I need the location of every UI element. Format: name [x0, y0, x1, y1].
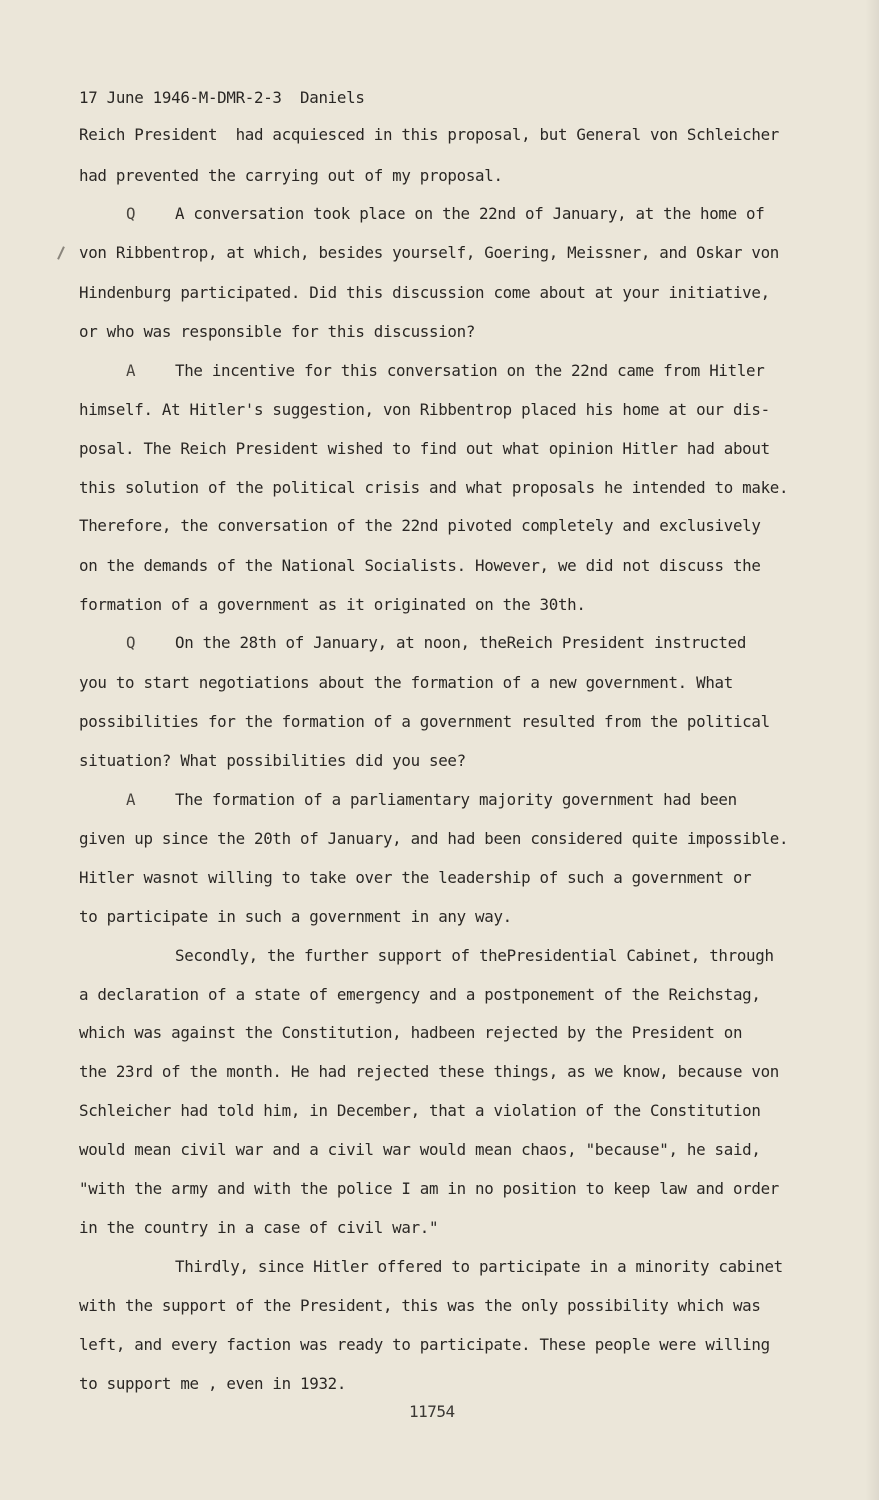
text-line: which was against the Constitution, hadbeen rejected by the President on: [79, 1023, 743, 1042]
text-line: A conversation took place on the 22nd of January, at the home of: [175, 204, 765, 223]
question-marker: Q: [126, 204, 136, 223]
text-line: On the 28th of January, at noon, theReich President instructed: [175, 633, 747, 652]
text-line: Secondly, the further support of thePresidential Cabinet, through: [175, 946, 774, 965]
text-line: on the demands of the National Socialists. However, we did not discuss the: [79, 556, 761, 575]
text-line: The formation of a parliamentary majority government had been: [175, 790, 737, 809]
page-header: 17 June 1946-M-DMR-2-3 Daniels: [79, 88, 365, 107]
text-line: Schleicher had told him, in December, that a violation of the Constitution: [79, 1101, 761, 1120]
text-line: The incentive for this conversation on the 22nd came from Hitler: [175, 361, 765, 380]
text-line: with the support of the President, this was the only possibility which was: [79, 1296, 761, 1315]
text-line: had prevented the carrying out of my proposal.: [79, 166, 503, 185]
page-number: 11754: [409, 1402, 455, 1421]
text-line: to participate in such a government in any way.: [79, 907, 512, 926]
text-line: Thirdly, since Hitler offered to participate in a minority cabinet: [175, 1257, 783, 1276]
text-line: "with the army and with the police I am in no position to keep law and order: [79, 1179, 780, 1198]
text-line: posal. The Reich President wished to find out what opinion Hitler had about: [79, 439, 770, 458]
text-line: the 23rd of the month. He had rejected these things, as we know, because von: [79, 1062, 780, 1081]
answer-marker: A: [126, 790, 136, 809]
text-line: this solution of the political crisis and what proposals he intended to make.: [79, 478, 789, 497]
text-line: Therefore, the conversation of the 22nd pivoted completely and exclusively: [79, 516, 761, 535]
text-line: von Ribbentrop, at which, besides yourself, Goering, Meissner, and Oskar von: [79, 243, 780, 262]
text-line: in the country in a case of civil war.": [79, 1218, 439, 1237]
text-line: or who was responsible for this discussion?: [79, 322, 476, 341]
text-line: would mean civil war and a civil war would mean chaos, "because", he said,: [79, 1140, 761, 1159]
text-line: himself. At Hitler's suggestion, von Ribbentrop placed his home at our dis-: [79, 400, 770, 419]
text-line: Hindenburg participated. Did this discussion come about at your initiative,: [79, 283, 770, 302]
text-line: a declaration of a state of emergency and a postponement of the Reichstag,: [79, 985, 761, 1004]
margin-mark: [57, 246, 65, 260]
question-marker: Q: [126, 633, 136, 652]
text-line: given up since the 20th of January, and had been considered quite impossible.: [79, 829, 789, 848]
text-line: possibilities for the formation of a government resulted from the political: [79, 712, 770, 731]
answer-marker: A: [126, 361, 136, 380]
text-line: to support me , even in 1932.: [79, 1374, 347, 1393]
text-line: Reich President had acquiesced in this proposal, but General von Schleicher: [79, 125, 780, 144]
text-line: left, and every faction was ready to participate. These people were willing: [79, 1335, 770, 1354]
text-line: formation of a government as it originated on the 30th.: [79, 595, 586, 614]
text-line: you to start negotiations about the formation of a new government. What: [79, 673, 733, 692]
text-line: situation? What possibilities did you see?: [79, 751, 466, 770]
text-line: Hitler wasnot willing to take over the leadership of such a government or: [79, 868, 752, 887]
